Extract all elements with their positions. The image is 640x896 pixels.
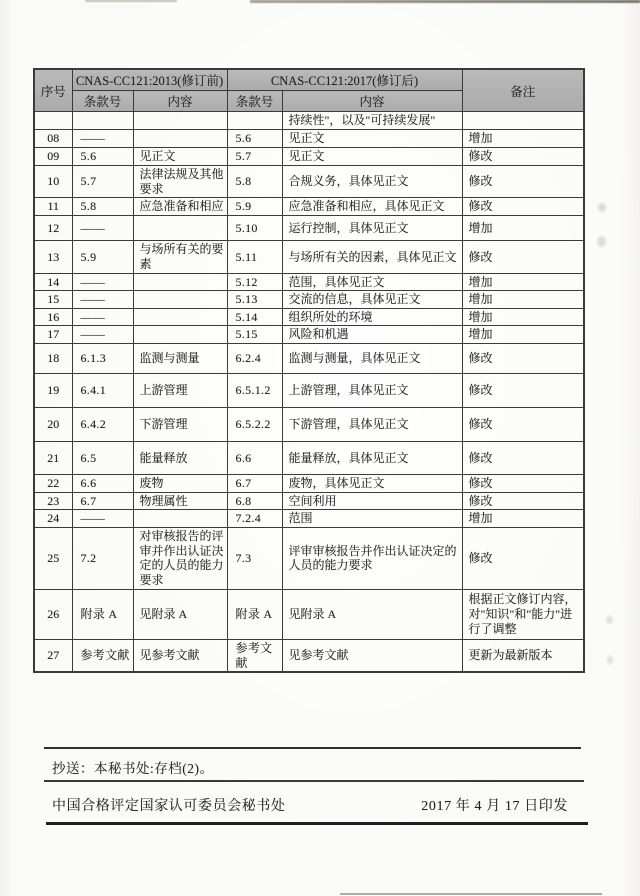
remark-cell: 增加 bbox=[462, 326, 584, 344]
seq-cell: 17 bbox=[34, 326, 72, 344]
old-clause-cell: 6.5 bbox=[72, 442, 133, 475]
header-clause-before: 条款号 bbox=[72, 91, 133, 112]
old-content-cell: 对审核报告的评审并作出认证决定的人员的能力要求 bbox=[133, 527, 227, 589]
old-content-cell: 见附录 A bbox=[133, 589, 227, 639]
scan-edge-artifact bbox=[250, 0, 640, 3]
issuer-name: 中国合格评定国家认可委员会秘书处 bbox=[52, 799, 286, 814]
header-clause-after: 条款号 bbox=[227, 91, 282, 112]
header-content-before: 内容 bbox=[133, 91, 227, 112]
new-clause-cell: 6.6 bbox=[227, 442, 282, 475]
new-content-cell: 见参考文献 bbox=[282, 639, 462, 672]
remark-cell: 增加 bbox=[462, 308, 584, 326]
seq-cell: 08 bbox=[34, 130, 72, 148]
old-clause-cell: 5.6 bbox=[72, 148, 133, 166]
old-content-cell: 与场所有关的要素 bbox=[133, 241, 227, 273]
table-row bbox=[34, 527, 584, 589]
old-content-cell: 应急准备和相应 bbox=[133, 198, 227, 216]
table-row bbox=[34, 112, 584, 130]
new-content-cell: 见正文 bbox=[282, 130, 462, 148]
scan-smudge bbox=[598, 203, 606, 212]
remark-cell: 修改 bbox=[462, 241, 584, 273]
header-remark: 备注 bbox=[462, 69, 584, 112]
old-clause-cell: 6.7 bbox=[72, 492, 133, 510]
new-content-cell: 能量释放，具体见正文 bbox=[282, 442, 462, 475]
table-header-row bbox=[34, 69, 584, 91]
remark-cell: 修改 bbox=[462, 475, 584, 493]
remark-cell: 增加 bbox=[462, 216, 584, 241]
new-content-cell: 见附录 A bbox=[282, 589, 462, 639]
new-clause-cell: 5.8 bbox=[227, 166, 282, 198]
seq-cell: 25 bbox=[34, 527, 72, 589]
seq-cell bbox=[34, 112, 72, 130]
new-content-cell: 应急准备和相应，具体见正文 bbox=[282, 198, 462, 216]
seq-cell: 23 bbox=[34, 492, 72, 510]
new-clause-cell: 6.8 bbox=[227, 492, 282, 510]
new-content-cell: 范围 bbox=[282, 510, 462, 528]
new-content-cell: 运行控制，具体见正文 bbox=[282, 216, 462, 241]
issue-date: 2017 年 4 月 17 日印发 bbox=[421, 799, 568, 814]
old-content-cell: 能量释放 bbox=[133, 442, 227, 475]
table-row bbox=[34, 326, 584, 344]
old-content-cell: 上游管理 bbox=[133, 374, 227, 408]
seq-cell: 16 bbox=[34, 308, 72, 326]
revision-comparison-table bbox=[33, 68, 585, 673]
new-clause-cell: 5.11 bbox=[227, 241, 282, 273]
new-content-cell: 下游管理，具体见正文 bbox=[282, 408, 462, 442]
new-content-cell: 上游管理，具体见正文 bbox=[282, 374, 462, 408]
table-row bbox=[34, 589, 584, 639]
old-clause-cell: 6.1.3 bbox=[72, 344, 133, 374]
scan-smudge bbox=[607, 656, 613, 664]
table-row bbox=[34, 166, 584, 198]
new-content-cell: 合规义务，具体见正文 bbox=[282, 166, 462, 198]
old-content-cell bbox=[133, 273, 227, 291]
seq-cell: 10 bbox=[34, 166, 72, 198]
remark-cell: 增加 bbox=[462, 273, 584, 291]
scan-edge-artifact bbox=[340, 893, 602, 895]
issuer-row bbox=[44, 795, 584, 815]
table-row bbox=[34, 216, 584, 241]
old-clause-cell: 7.2 bbox=[72, 527, 133, 589]
remark-cell: 修改 bbox=[462, 374, 584, 408]
seq-cell: 13 bbox=[34, 241, 72, 273]
table-row bbox=[34, 344, 584, 374]
new-clause-cell: 5.9 bbox=[227, 198, 282, 216]
new-content-cell: 范围，具体见正文 bbox=[282, 273, 462, 291]
new-content-cell: 监测与测量，具体见正文 bbox=[282, 344, 462, 374]
seq-cell: 18 bbox=[34, 344, 72, 374]
old-content-cell: 见参考文献 bbox=[133, 639, 227, 672]
header-seq: 序号 bbox=[34, 69, 72, 112]
seq-cell: 09 bbox=[34, 148, 72, 166]
remark-cell bbox=[462, 112, 584, 130]
new-content-cell: 交流的信息，具体见正文 bbox=[282, 291, 462, 309]
old-clause-cell: 附录 A bbox=[72, 589, 133, 639]
remark-cell: 根据正文修订内容，对"知识"和"能力"进行了调整 bbox=[462, 589, 584, 639]
remark-cell: 修改 bbox=[462, 408, 584, 442]
table-row bbox=[34, 408, 584, 442]
old-clause-cell: 5.7 bbox=[72, 166, 133, 198]
new-clause-cell: 附录 A bbox=[227, 589, 282, 639]
new-content-cell: 风险和机遇 bbox=[282, 326, 462, 344]
new-clause-cell: 5.12 bbox=[227, 273, 282, 291]
new-clause-cell: 5.15 bbox=[227, 326, 282, 344]
new-clause-cell: 6.5.1.2 bbox=[227, 374, 282, 408]
remark-cell: 增加 bbox=[462, 130, 584, 148]
old-clause-cell: —— bbox=[72, 510, 133, 528]
remark-cell: 修改 bbox=[462, 527, 584, 589]
old-clause-cell: —— bbox=[72, 291, 133, 309]
old-clause-cell: 参考文献 bbox=[72, 639, 133, 672]
new-content-cell: 废物，具体见正文 bbox=[282, 475, 462, 493]
table-row bbox=[34, 492, 584, 510]
remark-cell: 修改 bbox=[462, 442, 584, 475]
footer-divider-bottom bbox=[46, 822, 588, 825]
old-clause-cell: 5.9 bbox=[72, 241, 133, 273]
table-row bbox=[34, 374, 584, 408]
old-content-cell: 废物 bbox=[133, 475, 227, 493]
new-content-cell: 空间利用 bbox=[282, 492, 462, 510]
table-body bbox=[34, 112, 584, 673]
old-content-cell bbox=[133, 216, 227, 241]
seq-cell: 12 bbox=[34, 216, 72, 241]
old-clause-cell: 5.8 bbox=[72, 198, 133, 216]
seq-cell: 26 bbox=[34, 589, 72, 639]
old-content-cell: 见正文 bbox=[133, 148, 227, 166]
old-clause-cell: —— bbox=[72, 308, 133, 326]
header-standard-before: CNAS-CC121:2013(修订前) bbox=[72, 69, 227, 91]
remark-cell: 修改 bbox=[462, 492, 584, 510]
new-content-cell: 见正文 bbox=[282, 148, 462, 166]
new-clause-cell: 5.13 bbox=[227, 291, 282, 309]
old-content-cell bbox=[133, 308, 227, 326]
new-clause-cell: 5.7 bbox=[227, 148, 282, 166]
seq-cell: 11 bbox=[34, 198, 72, 216]
old-content-cell bbox=[133, 291, 227, 309]
old-clause-cell: 6.4.2 bbox=[72, 408, 133, 442]
remark-cell: 更新为最新版本 bbox=[462, 639, 584, 672]
new-clause-cell: 参考文献 bbox=[227, 639, 282, 672]
old-content-cell bbox=[133, 326, 227, 344]
old-content-cell bbox=[133, 130, 227, 148]
copy-to-line: 抄送：本秘书处:存档(2)。 bbox=[52, 761, 214, 776]
new-clause-cell: 5.10 bbox=[227, 216, 282, 241]
seq-cell: 14 bbox=[34, 273, 72, 291]
seq-cell: 21 bbox=[34, 442, 72, 475]
remark-cell: 增加 bbox=[462, 510, 584, 528]
new-content-cell: 与场所有关的因素，具体见正文 bbox=[282, 241, 462, 273]
table-row bbox=[34, 148, 584, 166]
header-standard-after: CNAS-CC121:2017(修订后) bbox=[227, 69, 462, 91]
seq-cell: 15 bbox=[34, 291, 72, 309]
remark-cell: 修改 bbox=[462, 148, 584, 166]
remark-cell: 增加 bbox=[462, 291, 584, 309]
table-row bbox=[34, 510, 584, 528]
scan-edge-artifact bbox=[85, 0, 177, 2]
new-clause-cell: 7.3 bbox=[227, 527, 282, 589]
remark-cell: 修改 bbox=[462, 198, 584, 216]
old-clause-cell: —— bbox=[72, 216, 133, 241]
new-content-cell: 组织所处的环境 bbox=[282, 308, 462, 326]
old-clause-cell: 6.6 bbox=[72, 475, 133, 493]
old-clause-cell: 6.4.1 bbox=[72, 374, 133, 408]
seq-cell: 20 bbox=[34, 408, 72, 442]
old-content-cell bbox=[133, 112, 227, 130]
scan-smudge bbox=[606, 616, 613, 624]
new-clause-cell: 6.2.4 bbox=[227, 344, 282, 374]
old-clause-cell: —— bbox=[72, 326, 133, 344]
footer-divider-top bbox=[44, 747, 581, 749]
old-clause-cell: —— bbox=[72, 273, 133, 291]
old-clause-cell: —— bbox=[72, 130, 133, 148]
new-clause-cell: 7.2.4 bbox=[227, 510, 282, 528]
scan-smudge bbox=[597, 236, 606, 247]
old-content-cell bbox=[133, 510, 227, 528]
table-row bbox=[34, 291, 584, 309]
new-clause-cell: 5.14 bbox=[227, 308, 282, 326]
new-content-cell: 评审审核报告并作出认证决定的人员的能力要求 bbox=[282, 527, 462, 589]
old-content-cell: 物理属性 bbox=[133, 492, 227, 510]
table-row bbox=[34, 639, 584, 672]
new-clause-cell bbox=[227, 112, 282, 130]
new-content-cell: 持续性"，以及"可持续发展" bbox=[282, 112, 462, 130]
seq-cell: 19 bbox=[34, 374, 72, 408]
table-row bbox=[34, 198, 584, 216]
old-clause-cell bbox=[72, 112, 133, 130]
new-clause-cell: 5.6 bbox=[227, 130, 282, 148]
remark-cell: 修改 bbox=[462, 344, 584, 374]
table-row bbox=[34, 273, 584, 291]
seq-cell: 27 bbox=[34, 639, 72, 672]
footer-divider-middle bbox=[44, 780, 584, 782]
remark-cell: 修改 bbox=[462, 166, 584, 198]
header-content-after: 内容 bbox=[282, 91, 462, 112]
seq-cell: 24 bbox=[34, 510, 72, 528]
seq-cell: 22 bbox=[34, 475, 72, 493]
table-row bbox=[34, 308, 584, 326]
table-row bbox=[34, 241, 584, 273]
table-header bbox=[34, 69, 584, 112]
old-content-cell: 法律法规及其他要求 bbox=[133, 166, 227, 198]
table-row bbox=[34, 475, 584, 493]
table-row bbox=[34, 130, 584, 148]
table-row bbox=[34, 442, 584, 475]
old-content-cell: 下游管理 bbox=[133, 408, 227, 442]
old-content-cell: 监测与测量 bbox=[133, 344, 227, 374]
new-clause-cell: 6.5.2.2 bbox=[227, 408, 282, 442]
new-clause-cell: 6.7 bbox=[227, 475, 282, 493]
